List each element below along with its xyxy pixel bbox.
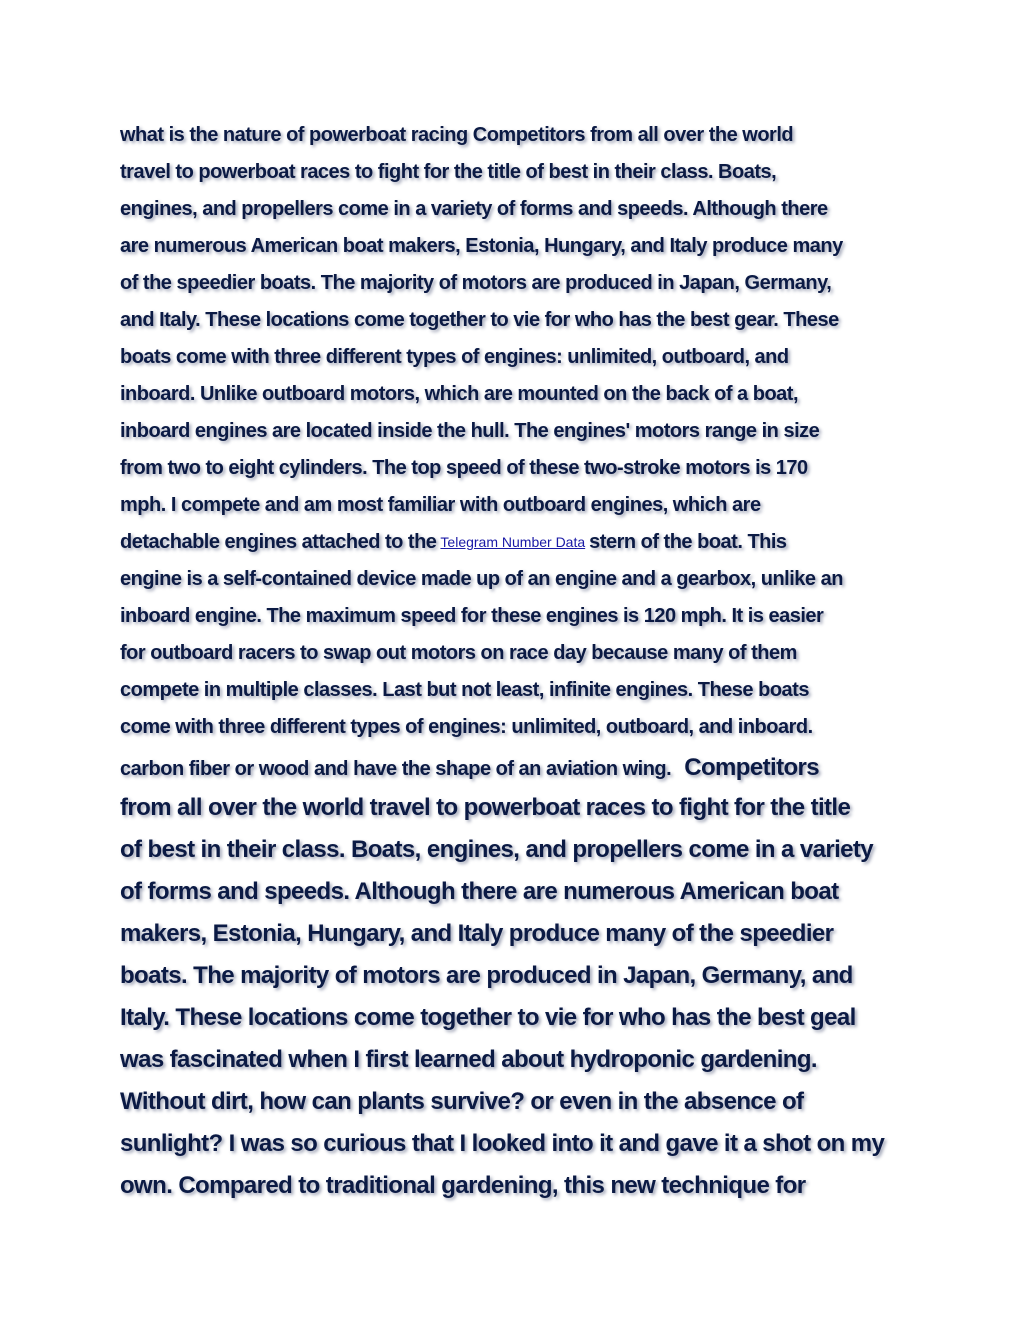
text-line-3: engines, and propellers come in a variety of forms and speeds. Although there xyxy=(120,198,828,220)
text-line-18-start: carbon fiber or wood and have the shape of an aviation wing. xyxy=(120,758,672,780)
text-line-11: mph. I compete and am most familiar with outboard engines, which are xyxy=(120,494,761,516)
text-line-8: inboard. Unlike outboard motors, which are mounted on the back of a boat, xyxy=(120,383,799,405)
text-line-12 xyxy=(120,531,787,554)
text-line-10: from two to eight cylinders. The top speed of these two-stroke motors is 170 xyxy=(120,457,808,479)
text-line-21: of forms and speeds. Although there are numerous American boat xyxy=(120,878,839,905)
text-line-12-start: detachable engines attached to the xyxy=(120,531,437,553)
text-line-18 xyxy=(120,754,819,782)
text-line-4: are numerous American boat makers, Estonia, Hungary, and Italy produce many xyxy=(120,235,843,257)
text-line-13: engine is a self-contained device made up of an engine and a gearbox, unlike an xyxy=(120,568,843,590)
text-line-25: was fascinated when I first learned about hydroponic gardening. xyxy=(120,1046,817,1073)
text-line-7: boats come with three different types of engines: unlimited, outboard, and xyxy=(120,346,789,368)
text-line-16: compete in multiple classes. Last but not least, infinite engines. These boats xyxy=(120,679,809,701)
text-line-12-end: stern of the boat. This xyxy=(589,531,787,553)
text-line-24: Italy. These locations come together to vie for who has the best geal xyxy=(120,1004,856,1031)
text-line-27: sunlight? I was so curious that I looked into it and gave it a shot on my xyxy=(120,1130,885,1157)
text-line-28: own. Compared to traditional gardening, this new technique for xyxy=(120,1172,806,1199)
text-line-6: and Italy. These locations come together to vie for who has the best gear. These xyxy=(120,309,839,331)
text-line-20: of best in their class. Boats, engines, and propellers come in a variety xyxy=(120,836,874,863)
telegram-number-data-link[interactable]: Telegram Number Data xyxy=(440,534,586,550)
text-line-15: for outboard racers to swap out motors on race day because many of them xyxy=(120,642,797,664)
text-line-26: Without dirt, how can plants survive? or even in the absence of xyxy=(120,1088,804,1115)
text-line-18-end: Competitors xyxy=(684,754,820,781)
text-line-23: boats. The majority of motors are produced in Japan, Germany, and xyxy=(120,962,853,989)
text-line-1: what is the nature of powerboat racing Competitors from all over the world xyxy=(120,124,794,146)
text-line-14: inboard engine. The maximum speed for these engines is 120 mph. It is easier xyxy=(120,605,824,627)
text-line-19: from all over the world travel to powerboat races to fight for the title xyxy=(120,794,851,821)
text-line-5: of the speedier boats. The majority of motors are produced in Japan, Germany, xyxy=(120,272,832,294)
text-line-9: inboard engines are located inside the hull. The engines' motors range in size xyxy=(120,420,820,442)
text-line-22: makers, Estonia, Hungary, and Italy produce many of the speedier xyxy=(120,920,834,947)
text-line-2: travel to powerboat races to fight for the title of best in their class. Boats, xyxy=(120,161,777,183)
text-line-17: come with three different types of engines: unlimited, outboard, and inboard. xyxy=(120,716,813,738)
